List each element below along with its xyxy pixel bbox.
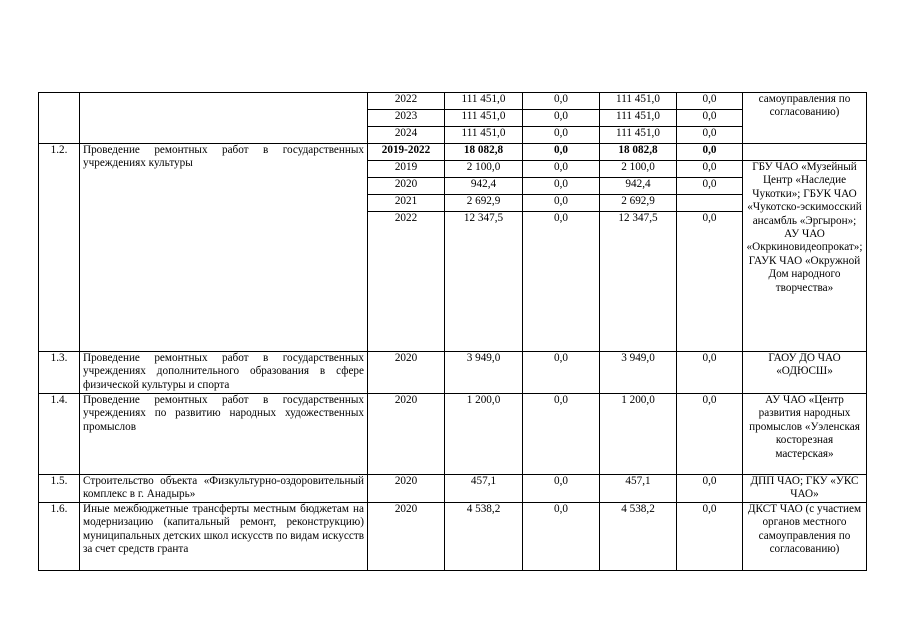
value-cell: 0,0 bbox=[523, 503, 600, 571]
value-cell: 0,0 bbox=[523, 178, 600, 195]
value-cell: 0,0 bbox=[677, 394, 743, 475]
value-cell: 0,0 bbox=[677, 503, 743, 571]
value-cell: 1 200,0 bbox=[600, 394, 677, 475]
row-number: 1.5. bbox=[39, 475, 80, 503]
value-cell: 0,0 bbox=[523, 352, 600, 394]
row-name: Строительство объекта «Физкультурно-оздоровительный комплекс в г. Анадырь» bbox=[80, 475, 368, 503]
value-cell: 942,4 bbox=[600, 178, 677, 195]
total-cell: 4 538,2 bbox=[445, 503, 523, 571]
row-number bbox=[39, 93, 80, 144]
value-cell: 0,0 bbox=[523, 161, 600, 178]
year-cell: 2019 bbox=[368, 161, 445, 178]
year-cell: 2024 bbox=[368, 127, 445, 144]
value-cell: 111 451,0 bbox=[600, 110, 677, 127]
value-cell: 0,0 bbox=[523, 475, 600, 503]
row-name bbox=[80, 93, 368, 144]
value-cell: 0,0 bbox=[523, 127, 600, 144]
table-row bbox=[39, 475, 867, 503]
value-cell: 0,0 bbox=[523, 195, 600, 212]
row-name: Проведение ремонтных работ в государственных учреждениях культуры bbox=[80, 144, 368, 352]
value-cell: 111 451,0 bbox=[600, 93, 677, 110]
value-cell: 0,0 bbox=[523, 93, 600, 110]
value-cell: 0,0 bbox=[677, 93, 743, 110]
value-cell: 0,0 bbox=[677, 161, 743, 178]
row-name: Иные межбюджетные трансферты местным бюджетам на модернизацию (капитальный ремонт, реконструкцию) муниципальных детских школ искусств по видам искусств за счет средств гранта bbox=[80, 503, 368, 571]
total-cell: 111 451,0 bbox=[445, 127, 523, 144]
value-cell: 0,0 bbox=[677, 352, 743, 394]
total-cell: 111 451,0 bbox=[445, 110, 523, 127]
year-cell: 2023 bbox=[368, 110, 445, 127]
period-cell: 2019-2022 bbox=[368, 144, 445, 161]
year-cell: 2020 bbox=[368, 475, 445, 503]
executor-cell: самоуправления по согласованию) bbox=[743, 93, 867, 144]
value-cell: 0,0 bbox=[677, 127, 743, 144]
total-cell: 457,1 bbox=[445, 475, 523, 503]
value-cell: 2 692,9 bbox=[600, 195, 677, 212]
table-row bbox=[39, 394, 867, 475]
value-cell: 0,0 bbox=[677, 475, 743, 503]
executor-cell: ГАОУ ДО ЧАО «ОДЮСШ» bbox=[743, 352, 867, 394]
value-cell: 3 949,0 bbox=[600, 352, 677, 394]
value-cell: 12 347,5 bbox=[600, 212, 677, 352]
value-cell: 111 451,0 bbox=[600, 127, 677, 144]
year-cell: 2020 bbox=[368, 503, 445, 571]
total-cell: 2 692,9 bbox=[445, 195, 523, 212]
total-cell: 18 082,8 bbox=[445, 144, 523, 161]
value-cell: 2 100,0 bbox=[600, 161, 677, 178]
table-row bbox=[39, 503, 867, 571]
row-number: 1.3. bbox=[39, 352, 80, 394]
row-name: Проведение ремонтных работ в государственных учреждениях по развитию народных художественных промыслов bbox=[80, 394, 368, 475]
year-cell: 2020 bbox=[368, 178, 445, 195]
executor-cell: ГБУ ЧАО «Музейный Центр «Наследие Чукотки»; ГБУК ЧАО «Чукотско-эскимосский ансамбль «Эргырон»; АУ ЧАО «Окркиновидеопрокат»; ГАУК ЧАО «Окружной Дом народного творчества» bbox=[743, 161, 867, 352]
executor-cell: АУ ЧАО «Центр развития народных промыслов «Уэленская косторезная мастерская» bbox=[743, 394, 867, 475]
value-cell: 0,0 bbox=[523, 110, 600, 127]
value-cell bbox=[677, 195, 743, 212]
executor-cell: ДКСТ ЧАО (с участием органов местного самоуправления по согласованию) bbox=[743, 503, 867, 571]
value-cell: 0,0 bbox=[677, 178, 743, 195]
value-cell: 4 538,2 bbox=[600, 503, 677, 571]
year-cell: 2021 bbox=[368, 195, 445, 212]
row-number: 1.2. bbox=[39, 144, 80, 352]
table-row bbox=[39, 93, 867, 110]
table-row bbox=[39, 352, 867, 394]
year-cell: 2020 bbox=[368, 394, 445, 475]
total-cell: 1 200,0 bbox=[445, 394, 523, 475]
row-name: Проведение ремонтных работ в государственных учреждениях дополнительного образования в сфере физической культуры и спорта bbox=[80, 352, 368, 394]
value-cell: 457,1 bbox=[600, 475, 677, 503]
value-cell: 0,0 bbox=[677, 212, 743, 352]
year-cell: 2020 bbox=[368, 352, 445, 394]
total-cell: 2 100,0 bbox=[445, 161, 523, 178]
row-number: 1.4. bbox=[39, 394, 80, 475]
year-cell: 2022 bbox=[368, 93, 445, 110]
executor-cell: ДПП ЧАО; ГКУ «УКС ЧАО» bbox=[743, 475, 867, 503]
value-cell: 0,0 bbox=[523, 394, 600, 475]
table-row bbox=[39, 144, 867, 161]
value-cell: 18 082,8 bbox=[600, 144, 677, 161]
year-cell: 2022 bbox=[368, 212, 445, 352]
value-cell: 0,0 bbox=[677, 110, 743, 127]
program-table bbox=[38, 92, 867, 571]
executor-cell bbox=[743, 144, 867, 161]
total-cell: 3 949,0 bbox=[445, 352, 523, 394]
value-cell: 0,0 bbox=[677, 144, 743, 161]
total-cell: 12 347,5 bbox=[445, 212, 523, 352]
value-cell: 0,0 bbox=[523, 144, 600, 161]
total-cell: 942,4 bbox=[445, 178, 523, 195]
row-number: 1.6. bbox=[39, 503, 80, 571]
value-cell: 0,0 bbox=[523, 212, 600, 352]
total-cell: 111 451,0 bbox=[445, 93, 523, 110]
